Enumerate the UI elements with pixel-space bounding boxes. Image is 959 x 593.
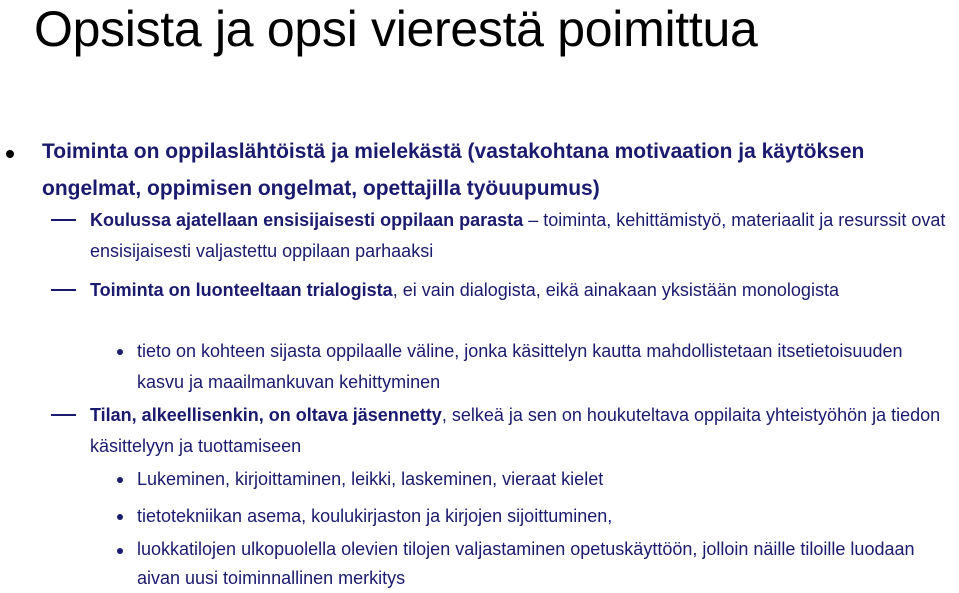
bullet-dot-icon	[6, 150, 14, 158]
bullet-dot-icon	[117, 477, 123, 483]
sub-item-2-text: , ei vain dialogista, eikä ainakaan yksistään monologista	[392, 280, 839, 300]
bullet-main: Toiminta on oppilaslähtöistä ja mielekästä (vastakohtana motivaation ja käytöksen ongelmat, oppimisen ongelmat, opettajilla työuupumus)	[42, 140, 865, 200]
bullet-dot-icon	[117, 514, 123, 520]
bullet-dot-icon	[117, 349, 123, 355]
sub-item-3-child-3: luokkatilojen ulkopuolella olevien tilojen valjastaminen opetuskäyttöön, jolloin näille tiloille luodaan aivan uusi toiminnallinen merkitys	[137, 539, 915, 588]
bullet-dot-icon	[117, 548, 123, 554]
dash-icon	[51, 219, 76, 221]
sub-item-3-child-1: Lukeminen, kirjoittaminen, leikki, laskeminen, vieraat kielet	[137, 469, 604, 489]
sub-item-1	[90, 205, 952, 267]
sub-item-3-bold: Tilan, alkeellisenkin, on oltava jäsennetty	[90, 405, 442, 425]
dash-icon	[51, 414, 76, 416]
slide-title: Opsista ja opsi vierestä poimittua	[34, 1, 758, 57]
sub-item-2-bold: Toiminta on luonteeltaan trialogista	[90, 280, 393, 300]
dash-icon	[51, 289, 76, 291]
sub-item-3	[90, 400, 952, 462]
sub-item-3-child-2: tietotekniikan asema, koulukirjaston ja kirjojen sijoittuminen,	[137, 506, 613, 526]
sub-item-1-text: – toiminta, kehittämistyö, materiaalit ja resurssit ovat ensisijaisesti valjastettu oppilaan parhaaksi	[90, 210, 946, 261]
sub-item-2	[90, 275, 952, 306]
sub-item-2-child-1: tieto on kohteen sijasta oppilaalle väline, jonka käsittelyn kautta mahdollistetaan itsetietoisuuden kasvu ja maailmankuvan kehittyminen	[137, 341, 903, 392]
sub-item-3-text: , selkeä ja sen on houkuteltava oppilaita yhteistyöhön ja tiedon käsittelyyn ja tuottamiseen	[90, 405, 941, 456]
sub-item-1-bold: Koulussa ajatellaan ensisijaisesti oppilaan parasta	[90, 210, 524, 230]
